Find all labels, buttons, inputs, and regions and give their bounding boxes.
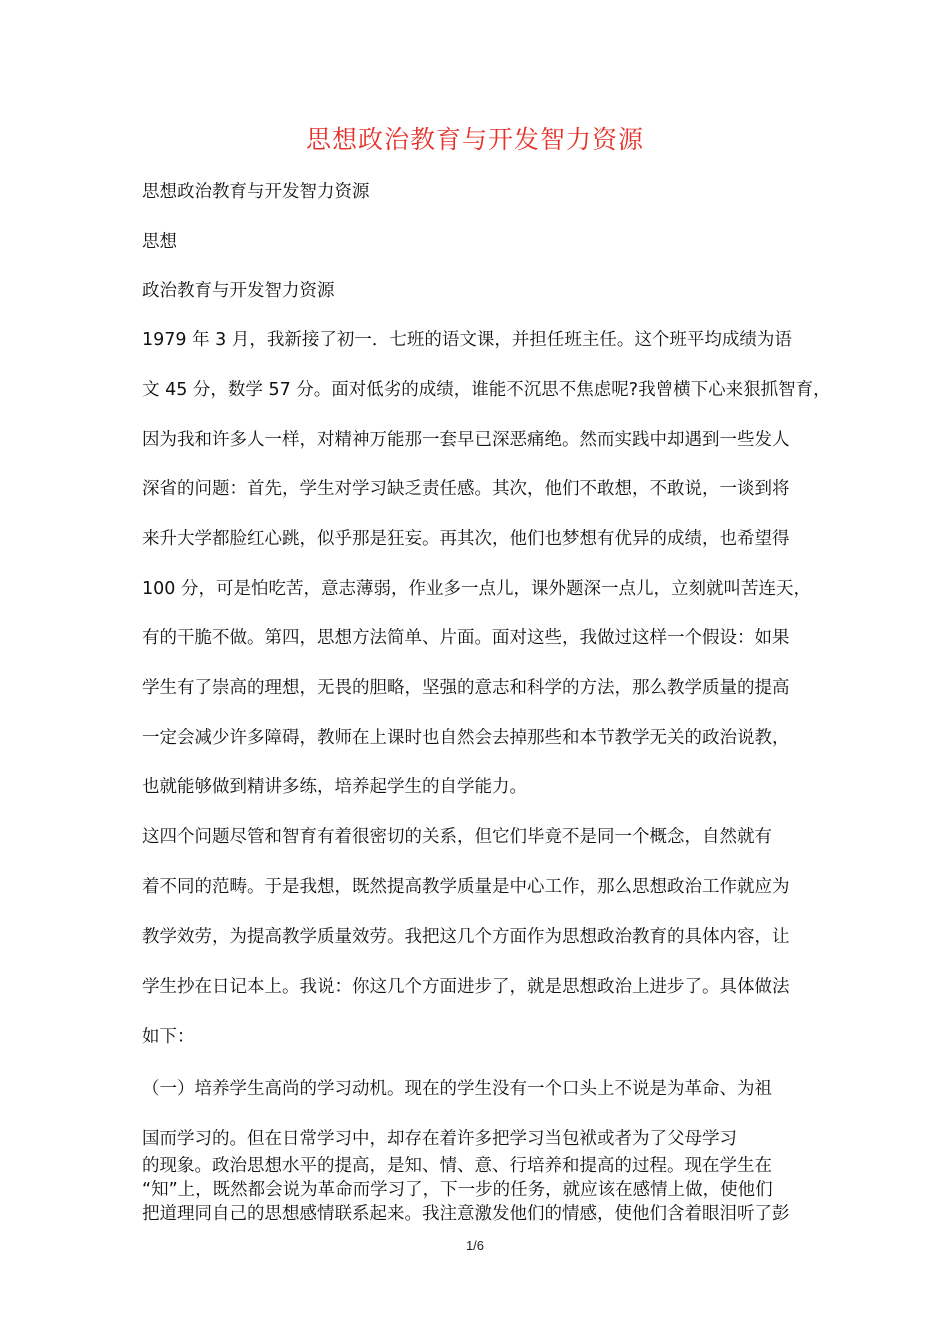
text-line: 学生抄在日记本上。我说：你这几个方面进步了，就是思想政治上进步了。具体做法: [142, 977, 790, 997]
text-line: “知”上，既然都会说为革命而学习了，下一步的任务，就应该在感情上做，使他们: [142, 1180, 773, 1200]
document-title: 思想政治教育与开发智力资源: [305, 125, 644, 154]
text-line: 学生有了崇高的理想，无畏的胆略，坚强的意志和科学的方法，那么教学质量的提高: [142, 678, 790, 698]
text-line: 也就能够做到精讲多练，培养起学生的自学能力。: [142, 777, 527, 797]
text-line: 这四个问题尽管和智育有着很密切的关系，但它们毕竟不是同一个概念，自然就有: [142, 827, 772, 847]
text-line: 1979 年 3 月，我新接了初一．七班的语文课，并担任班主任。这个班平均成绩为语: [142, 330, 792, 350]
text-line: 思想政治教育与开发智力资源: [142, 182, 370, 202]
text-line: 100 分，可是怕吃苦，意志薄弱，作业多一点儿，课外题深一点儿，立刻就叫苦连天，: [142, 579, 811, 599]
text-line: 把道理同自己的思想感情联系起来。我注意激发他们的情感，使他们含着眼泪听了彭: [142, 1204, 790, 1224]
text-line: 的现象。政治思想水平的提高，是知、情、意、行培养和提高的过程。现在学生在: [142, 1156, 772, 1176]
text-line: 一定会减少许多障碍，教师在上课时也自然会去掉那些和本节教学无关的政治说教，: [142, 728, 790, 748]
text-line: 政治教育与开发智力资源: [142, 281, 335, 301]
text-line: 着不同的范畴。于是我想，既然提高教学质量是中心工作，那么思想政治工作就应为: [142, 877, 790, 897]
text-line: 思想: [142, 232, 177, 252]
text-line: 深省的问题：首先，学生对学习缺乏责任感。其次，他们不敢想，不敢说，一谈到将: [142, 479, 790, 499]
text-line: 教学效劳，为提高教学质量效劳。我把这几个方面作为思想政治教育的具体内容，让: [142, 927, 790, 947]
text-line: 有的干脆不做。第四，思想方法简单、片面。面对这些，我做过这样一个假设：如果: [142, 628, 790, 648]
text-line: 因为我和许多人一样，对精神万能那一套早已深恶痛绝。然而实践中却遇到一些发人: [142, 430, 790, 450]
page-number: 1/6: [465, 1238, 485, 1253]
text-line: 如下：: [142, 1027, 195, 1047]
text-line: （一）培养学生高尚的学习动机。现在的学生没有一个口头上不说是为革命、为祖: [142, 1079, 772, 1099]
text-line: 国而学习的。但在日常学习中，却存在着许多把学习当包袱或者为了父母学习: [142, 1129, 737, 1149]
text-line: 来升大学都脸红心跳，似乎那是狂妄。再其次，他们也梦想有优异的成绩，也希望得: [142, 529, 790, 549]
text-line: 文 45 分，数学 57 分。面对低劣的成绩，谁能不沉思不焦虑呢?我曾横下心来狠抓智育，: [142, 380, 831, 400]
